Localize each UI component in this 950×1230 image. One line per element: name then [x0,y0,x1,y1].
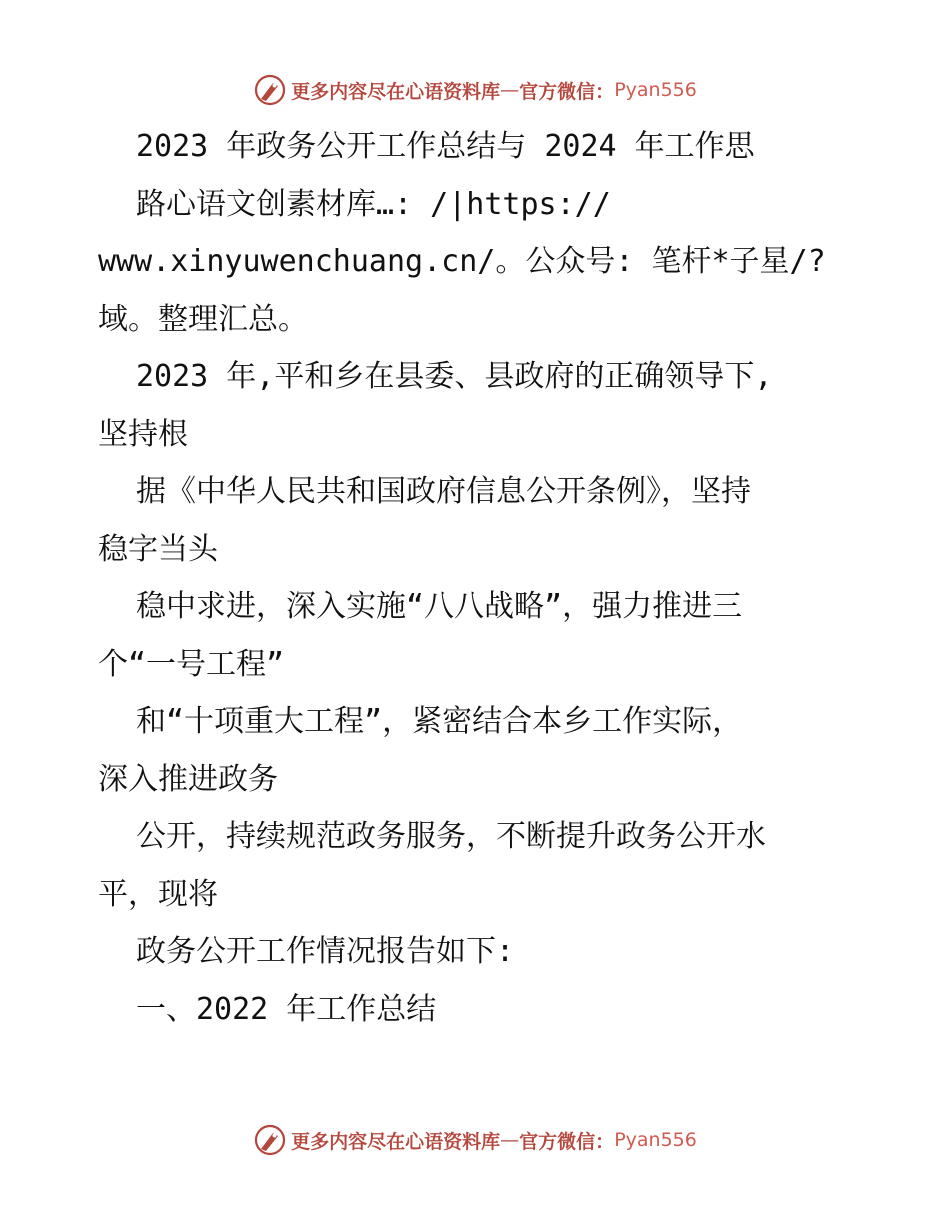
doc-line: 域。整理汇总。 [98,301,308,337]
watermark-wechat-label: 官方微信： [519,80,615,103]
doc-line: 公开，持续规范政务服务，不断提升政务公开水 [136,819,766,854]
doc-line: 稳中求进，深入实施“八八战略”，强力推进三 [136,589,743,624]
watermark-wechat-id: Pyan556 [614,79,697,101]
watermark-dash: — [500,1129,520,1151]
footer-watermark [0,1120,950,1160]
doc-line: 路心语文创素材库…: /|https:// [136,186,611,222]
header-watermark [0,70,950,110]
doc-line: 2023 年,平和乡在县委、县政府的正确领导下, [136,359,773,394]
doc-line: 坚持根 [98,416,188,452]
doc-line: 2023 年政务公开工作总结与 2024 年工作思 [136,129,755,164]
doc-line: 个“一号工程” [98,646,285,682]
pen-nib-logo-icon [253,73,287,107]
doc-line: 和“十项重大工程”，紧密结合本乡工作实际， [136,704,743,739]
document-body [98,118,858,1038]
watermark-dash: — [500,79,520,101]
watermark-main-text: 更多内容尽在心语资料库 [291,1130,501,1153]
pen-nib-logo-icon [253,1123,287,1157]
doc-line: 稳字当头 [98,531,218,567]
doc-line: 政务公开工作情况报告如下: [136,934,515,969]
doc-line: 一、2022 年工作总结 [136,991,437,1027]
watermark-wechat-label: 官方微信： [519,1130,615,1153]
doc-line: www.xinyuwenchuang.cn/。公众号: 笔杆*子星/? [98,244,826,279]
doc-line: 深入推进政务 [98,761,278,797]
doc-line: 平，现将 [98,876,218,912]
doc-line: 据《中华人民共和国政府信息公开条例》，坚持 [136,474,751,509]
watermark-wechat-id: Pyan556 [614,1129,697,1151]
watermark-main-text: 更多内容尽在心语资料库 [291,80,501,103]
